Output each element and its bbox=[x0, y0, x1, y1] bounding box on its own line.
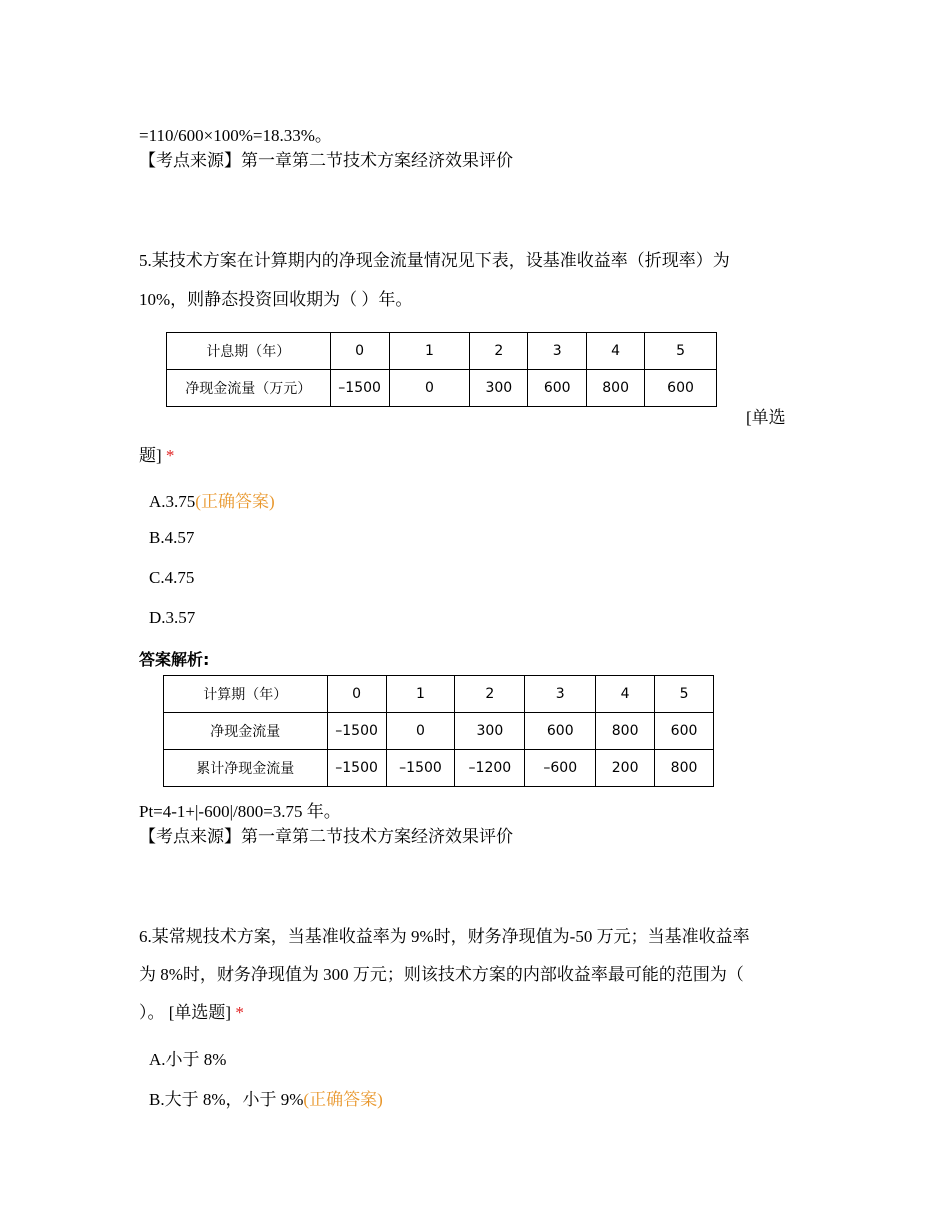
question-5-type-part2: 题] bbox=[139, 446, 162, 465]
option-label: B.大于 8%，小于 9% bbox=[149, 1090, 304, 1109]
option-a[interactable] bbox=[149, 1045, 226, 1070]
correct-answer-label: (正确答案) bbox=[303, 1090, 383, 1109]
table-cell: 计息期（年） bbox=[167, 333, 331, 370]
required-mark: * bbox=[165, 446, 175, 465]
correct-answer-label: (正确答案) bbox=[195, 492, 275, 511]
table-cell: –1500 bbox=[327, 750, 386, 787]
option-b[interactable] bbox=[149, 1085, 383, 1110]
table-cell: –1500 bbox=[330, 370, 389, 407]
table-cell: 2 bbox=[455, 676, 525, 713]
table-cell: 累计净现金流量 bbox=[164, 750, 328, 787]
table-row bbox=[164, 713, 714, 750]
table-cell: 800 bbox=[655, 750, 714, 787]
option-label: A.3.75 bbox=[149, 492, 196, 511]
table-row bbox=[164, 750, 714, 787]
table-row bbox=[167, 333, 717, 370]
question-5-text-line1: 5.某技术方案在计算期内的净现金流量情况见下表，设基准收益率（折现率）为 bbox=[139, 251, 730, 270]
option-label: C.4.75 bbox=[149, 568, 195, 587]
analysis-source: 【考点来源】第一章第二节技术方案经济效果评价 bbox=[139, 827, 513, 846]
question-5-cashflow-table bbox=[166, 332, 717, 407]
question-6-type: ）。 [单选题] bbox=[139, 1003, 232, 1022]
table-cell: 5 bbox=[645, 333, 717, 370]
option-label: A.小于 8% bbox=[149, 1050, 227, 1069]
question-6-text-line1: 6.某常规技术方案，当基准收益率为 9%时，财务净现值为-50 万元；当基准收益率 bbox=[139, 927, 750, 946]
table-cell: 4 bbox=[596, 676, 655, 713]
analysis-title: 答案解析: bbox=[139, 650, 210, 669]
table-cell: 800 bbox=[596, 713, 655, 750]
table-cell: 200 bbox=[596, 750, 655, 787]
table-cell: 600 bbox=[528, 370, 587, 407]
table-cell: 0 bbox=[327, 676, 386, 713]
table-cell: 5 bbox=[655, 676, 714, 713]
table-cell: –600 bbox=[525, 750, 596, 787]
table-cell: 800 bbox=[587, 370, 645, 407]
table-cell: –1200 bbox=[455, 750, 525, 787]
question-5-text-line2: 10%，则静态投资回收期为（ ）年。 bbox=[139, 290, 413, 309]
table-cell: 600 bbox=[645, 370, 717, 407]
question-5-type bbox=[139, 441, 174, 466]
question-6-text-line2: 为 8%时，财务净现值为 300 万元；则该技术方案的内部收益率最可能的范围为（ bbox=[139, 965, 744, 984]
option-d[interactable] bbox=[149, 608, 195, 628]
table-row bbox=[167, 370, 717, 407]
table-cell: 4 bbox=[587, 333, 645, 370]
table-cell: 0 bbox=[330, 333, 389, 370]
table-cell: 3 bbox=[525, 676, 596, 713]
option-a[interactable] bbox=[149, 487, 275, 512]
option-b[interactable] bbox=[149, 528, 194, 548]
table-cell: 0 bbox=[386, 713, 455, 750]
table-cell: 300 bbox=[455, 713, 525, 750]
analysis-table bbox=[163, 675, 714, 787]
table-cell: 2 bbox=[470, 333, 528, 370]
analysis-formula: Pt=4-1+|-600|/800=3.75 年。 bbox=[139, 802, 341, 821]
table-cell: 3 bbox=[528, 333, 587, 370]
table-row bbox=[164, 676, 714, 713]
table-cell: 净现金流量 bbox=[164, 713, 328, 750]
prev-formula-line: =110/600×100%=18.33%。 bbox=[139, 126, 332, 145]
question-5-type-part1: [单选 bbox=[746, 408, 786, 427]
option-label: D.3.57 bbox=[149, 608, 196, 627]
table-cell: –1500 bbox=[327, 713, 386, 750]
prev-source-line: 【考点来源】第一章第二节技术方案经济效果评价 bbox=[139, 151, 513, 170]
table-cell: 计算期（年） bbox=[164, 676, 328, 713]
table-cell: 300 bbox=[470, 370, 528, 407]
table-cell: 0 bbox=[389, 370, 470, 407]
table-cell: 1 bbox=[386, 676, 455, 713]
table-cell: 600 bbox=[525, 713, 596, 750]
table-cell: –1500 bbox=[386, 750, 455, 787]
table-cell: 净现金流量（万元） bbox=[167, 370, 331, 407]
table-cell: 1 bbox=[389, 333, 470, 370]
option-c[interactable] bbox=[149, 568, 194, 588]
table-cell: 600 bbox=[655, 713, 714, 750]
question-6-text-line3 bbox=[139, 998, 244, 1023]
required-mark: * bbox=[235, 1003, 244, 1022]
option-label: B.4.57 bbox=[149, 528, 195, 547]
